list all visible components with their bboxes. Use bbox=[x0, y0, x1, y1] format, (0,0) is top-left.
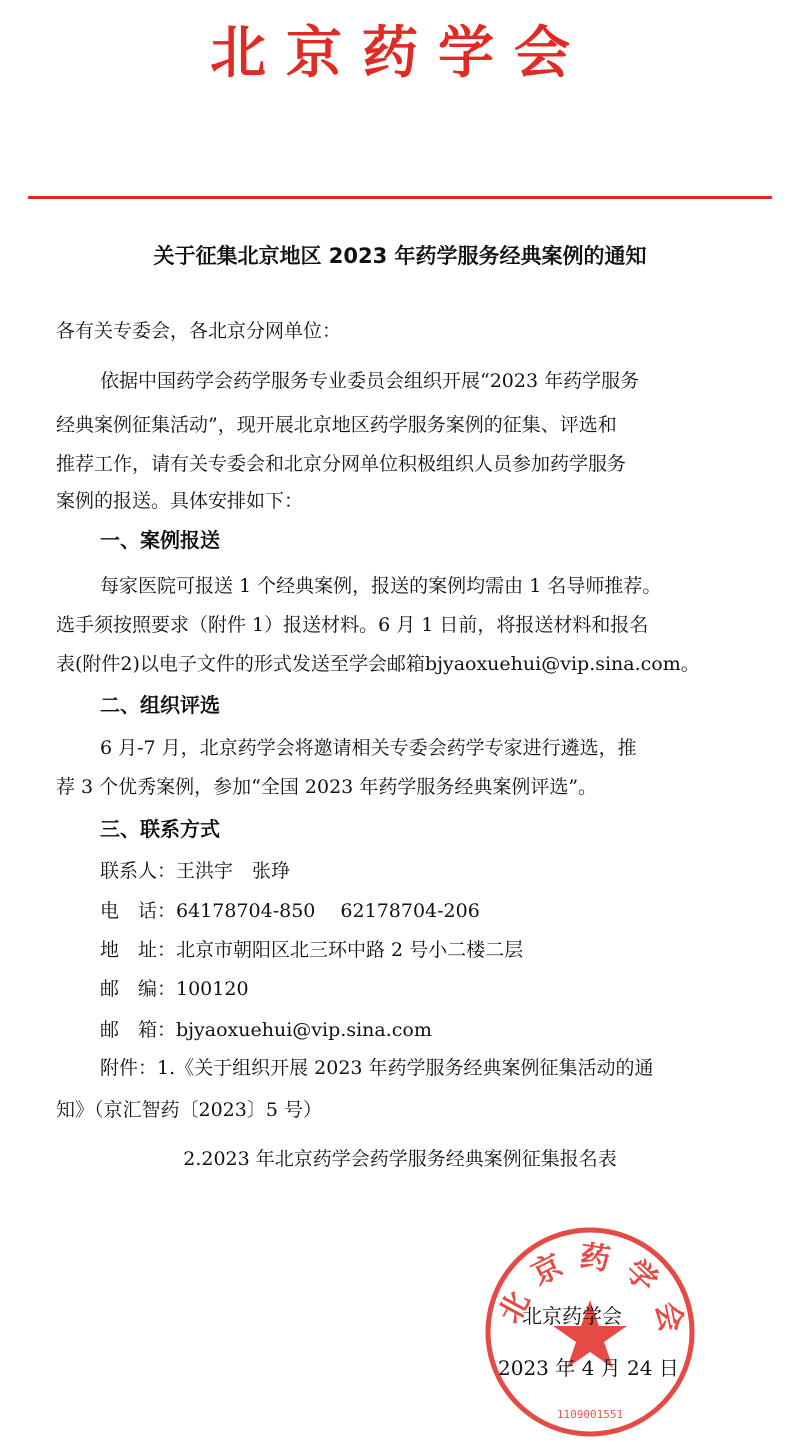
letterhead-red-rule bbox=[28, 196, 772, 199]
attachment-1-line-2: 知》（京汇智药〔2023〕5 号） bbox=[56, 1099, 322, 1121]
letterhead-org-name: 北京药学会 bbox=[210, 21, 590, 86]
contact-email: 邮 箱：bjyaoxuehui@vip.sina.com bbox=[100, 1019, 432, 1041]
section-1-line-2: 选手须按照要求（附件 1）报送材料。6 月 1 日前，将报送材料和报名 bbox=[56, 614, 649, 636]
section-2-line-2: 荐 3 个优秀案例，参加“全国 2023 年药学服务经典案例评选”。 bbox=[56, 776, 598, 798]
section-2-heading: 二、组织评选 bbox=[100, 693, 220, 717]
seal-number: 1109001551 bbox=[556, 1408, 624, 1421]
salutation: 各有关专委会，各北京分网单位： bbox=[56, 320, 342, 342]
attachment-2: 2.2023 年北京药学会药学服务经典案例征集报名表 bbox=[183, 1148, 617, 1170]
section-1-line-1: 每家医院可报送 1 个经典案例，报送的案例均需由 1 名导师推荐。 bbox=[100, 575, 662, 597]
document-title: 关于征集北京地区 2023 年药学服务经典案例的通知 bbox=[153, 244, 647, 268]
section-1-heading: 一、案例报送 bbox=[100, 528, 220, 552]
intro-line-2: 经典案例征集活动”，现开展北京地区药学服务案例的征集、评选和 bbox=[56, 414, 617, 436]
intro-line-3: 推荐工作，请有关专委会和北京分网单位积极组织人员参加药学服务 bbox=[56, 453, 627, 475]
contact-phone: 电 话：64178704-850 62178704-206 bbox=[100, 900, 480, 922]
signature-org: 北京药学会 bbox=[522, 1304, 622, 1328]
section-3-heading: 三、联系方式 bbox=[100, 817, 220, 841]
intro-line-4: 案例的报送。具体安排如下： bbox=[56, 490, 304, 512]
contact-person: 联系人：王洪宇 张琤 bbox=[100, 860, 291, 882]
contact-address: 地 址：北京市朝阳区北三环中路 2 号小二楼二层 bbox=[100, 939, 524, 961]
signature-date: 2023 年 4 月 24 日 bbox=[498, 1356, 679, 1380]
section-2-line-1: 6 月-7 月，北京药学会将邀请相关专委会药学专家进行遴选，推 bbox=[100, 737, 637, 759]
attachment-1-line-1: 附件：1.《关于组织开展 2023 年药学服务经典案例征集活动的通 bbox=[100, 1057, 654, 1079]
intro-line-1: 依据中国药学会药学服务专业委员会组织开展“2023 年药学服务 bbox=[100, 370, 640, 392]
official-seal-stamp bbox=[480, 1222, 700, 1442]
section-1-line-3: 表(附件2)以电子文件的形式发送至学会邮箱bjyaoxuehui@vip.sina.com。 bbox=[56, 653, 700, 675]
contact-postcode: 邮 编：100120 bbox=[100, 978, 249, 1000]
seal-arc-text: 北京药学会 bbox=[492, 1238, 692, 1349]
